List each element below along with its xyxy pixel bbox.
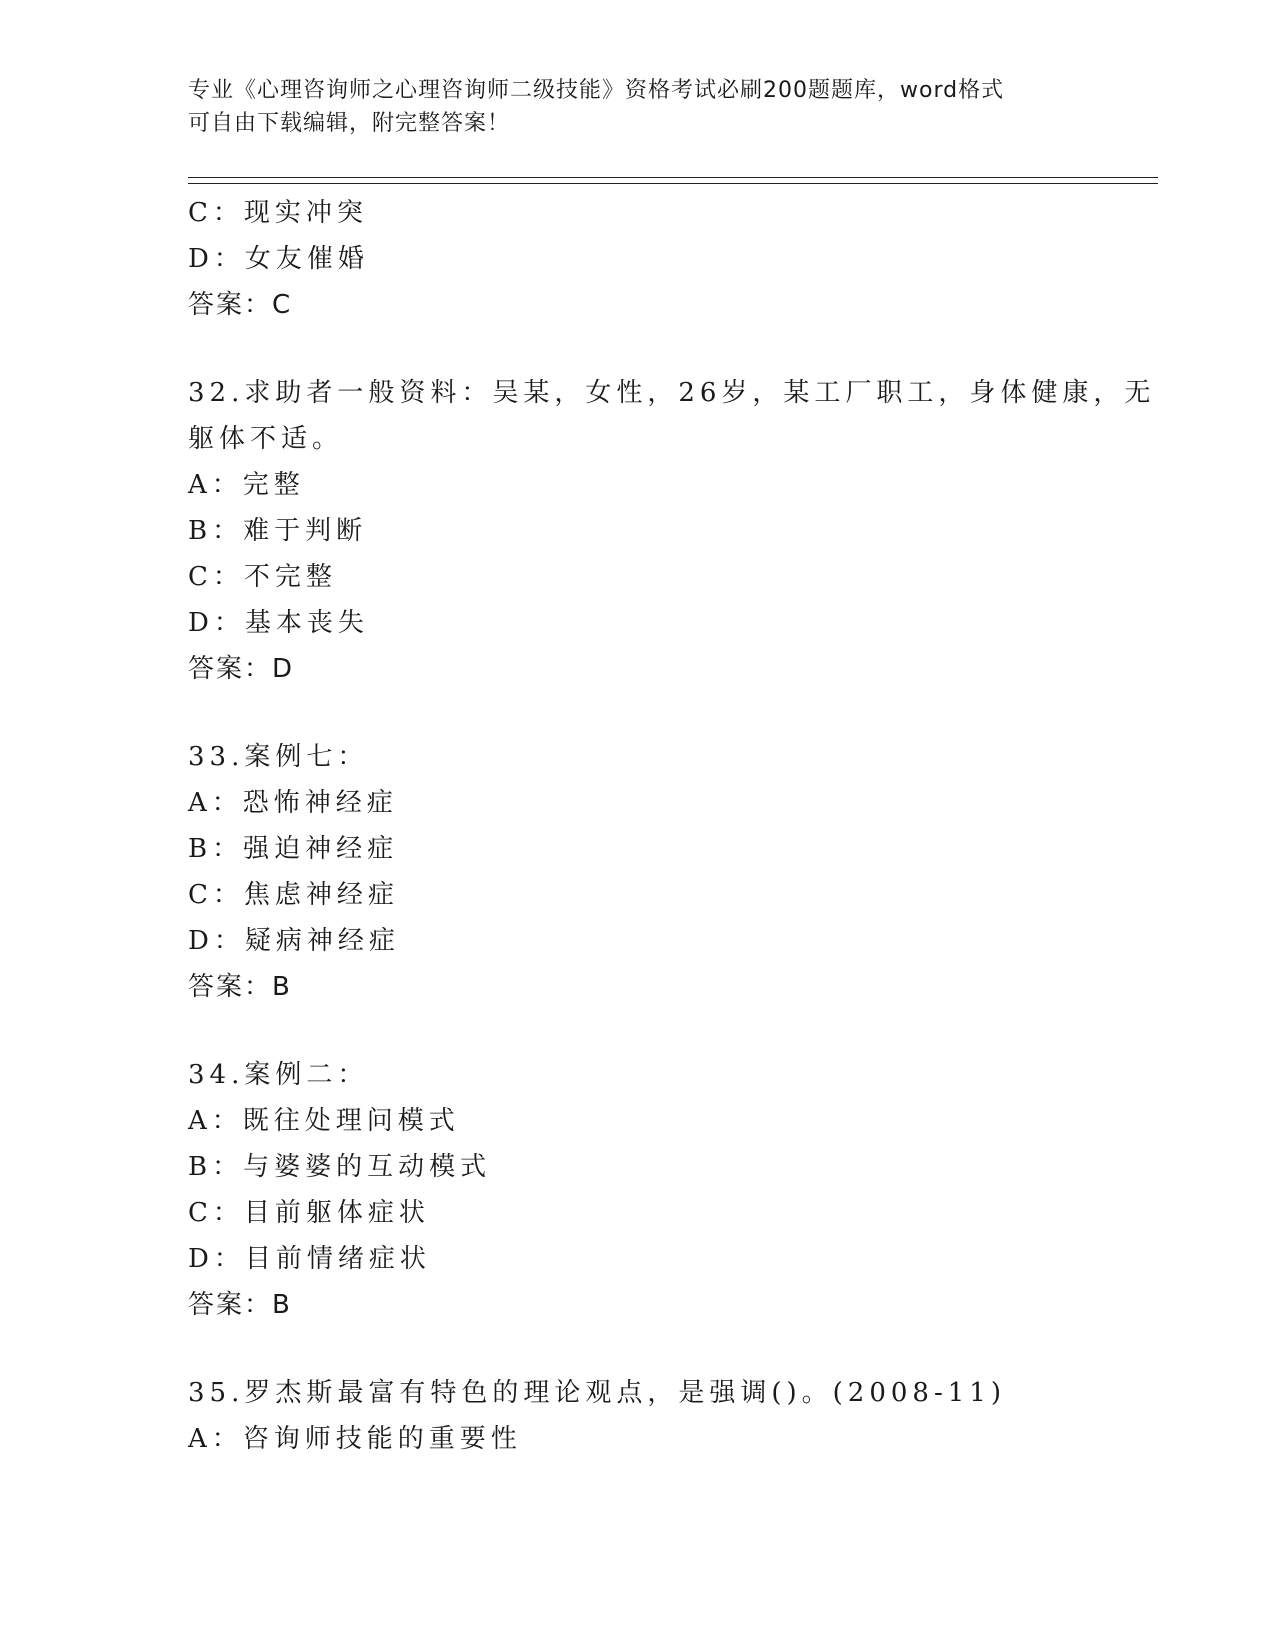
option-a: A：咨询师技能的重要性 bbox=[188, 1424, 522, 1454]
question-33 bbox=[188, 734, 1088, 1010]
question-34 bbox=[188, 1052, 1088, 1328]
question-stem: 33.案例七： bbox=[188, 742, 369, 772]
answer-line: 答案：D bbox=[188, 654, 295, 684]
header-divider-top bbox=[188, 177, 1158, 178]
header-line-2: 可自由下载编辑，附完整答案！ bbox=[188, 111, 511, 136]
option-a: A：完整 bbox=[188, 470, 305, 500]
spacer bbox=[188, 692, 1088, 734]
answer-line: 答案：B bbox=[188, 1290, 292, 1320]
option-b: B：强迫神经症 bbox=[188, 834, 399, 864]
option-d: D：女友催婚 bbox=[188, 244, 369, 274]
option-c: C：焦虑神经症 bbox=[188, 880, 399, 910]
page-header bbox=[188, 74, 1088, 140]
question-35 bbox=[188, 1370, 1088, 1462]
option-d: D：目前情绪症状 bbox=[188, 1244, 431, 1274]
question-stem: 34.案例二： bbox=[188, 1060, 369, 1090]
header-line-1: 专业《心理咨询师之心理咨询师二级技能》资格考试必刷200题题库，word格式 bbox=[188, 78, 1005, 103]
option-c: C：现实冲突 bbox=[188, 198, 368, 228]
question-stem-cont: 躯体不适。 bbox=[188, 424, 344, 454]
question-stem: 32.求助者一般资料：吴某，女性，26岁，某工厂职工，身体健康，无 bbox=[188, 378, 1156, 408]
option-a: A：恐怖神经症 bbox=[188, 788, 398, 818]
previous-question-tail bbox=[188, 190, 1088, 328]
option-c: C：不完整 bbox=[188, 562, 337, 592]
spacer bbox=[188, 1010, 1088, 1052]
option-b: B：与婆婆的互动模式 bbox=[188, 1152, 492, 1182]
spacer bbox=[188, 1328, 1088, 1370]
answer-line: 答案：C bbox=[188, 290, 293, 320]
answer-line: 答案：B bbox=[188, 972, 292, 1002]
option-d: D：基本丧失 bbox=[188, 608, 369, 638]
option-c: C：目前躯体症状 bbox=[188, 1198, 430, 1228]
option-d: D：疑病神经症 bbox=[188, 926, 400, 956]
question-stem: 35.罗杰斯最富有特色的理论观点，是强调()。(2008-11) bbox=[188, 1378, 1006, 1408]
option-a: A：既往处理问模式 bbox=[188, 1106, 460, 1136]
header-divider-bottom bbox=[188, 183, 1158, 184]
option-b: B：难于判断 bbox=[188, 516, 368, 546]
spacer bbox=[188, 328, 1088, 370]
question-content bbox=[188, 190, 1156, 1462]
question-32 bbox=[188, 370, 1156, 692]
